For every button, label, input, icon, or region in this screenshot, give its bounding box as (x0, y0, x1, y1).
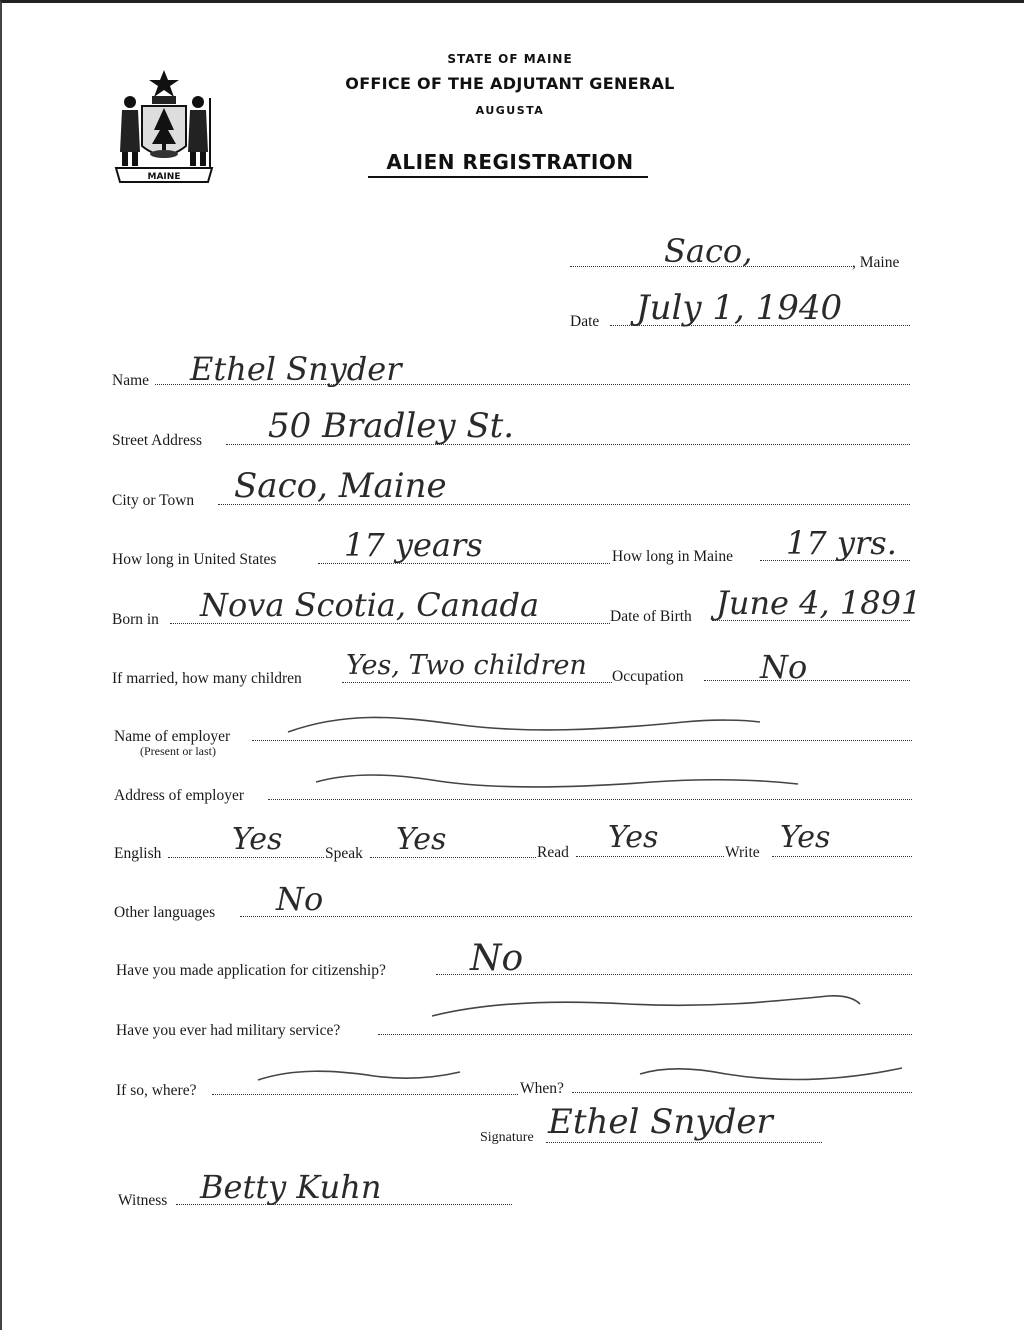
citizenship-label: Have you made application for citizenship? (116, 962, 386, 979)
date-of-birth-label: Date of Birth (610, 608, 692, 625)
seal-banner-text: MAINE (147, 172, 181, 182)
write-line (772, 856, 912, 857)
speak-value[interactable]: Yes (396, 822, 447, 857)
street-address-label: Street Address (112, 432, 202, 449)
how-long-us-label: How long in United States (112, 551, 277, 568)
speak-line (370, 857, 536, 858)
form-title: ALIEN REGISTRATION (386, 150, 634, 174)
occupation-value[interactable]: No (760, 648, 808, 686)
city-or-town-label: City or Town (112, 492, 195, 509)
read-value[interactable]: Yes (608, 820, 659, 855)
date-label: Date (570, 313, 600, 330)
employer-name-dash-mark (284, 710, 764, 740)
signature-line (546, 1142, 822, 1143)
where-line (212, 1094, 518, 1095)
write-value[interactable]: Yes (780, 820, 831, 855)
born-in-label: Born in (112, 611, 159, 628)
english-line (168, 857, 324, 858)
english-value[interactable]: Yes (232, 822, 283, 857)
witness-label: Witness (118, 1192, 168, 1209)
other-languages-value[interactable]: No (276, 880, 324, 918)
header-city: AUGUSTA (475, 104, 545, 117)
signature-value[interactable]: Ethel Snyder (548, 1102, 773, 1142)
witness-value[interactable]: Betty Kuhn (200, 1168, 382, 1206)
employer-name-line (252, 740, 912, 741)
when-line (572, 1092, 912, 1093)
street-address-value[interactable]: 50 Bradley St. (268, 406, 515, 446)
speak-label: Speak (325, 845, 363, 862)
date-of-birth-value[interactable]: June 4, 1891 (716, 584, 922, 622)
state-of-maine-seal-icon (112, 68, 216, 186)
employer-address-label: Address of employer (114, 787, 244, 804)
how-long-us-value[interactable]: 17 years (344, 526, 483, 564)
title-underline (368, 176, 648, 178)
how-long-maine-label: How long in Maine (612, 548, 733, 565)
header-office: OFFICE OF THE ADJUTANT GENERAL (345, 74, 675, 93)
employer-address-dash-mark (312, 768, 802, 798)
read-label: Read (537, 844, 569, 861)
occupation-label: Occupation (612, 668, 684, 685)
military-label: Have you ever had military service? (116, 1022, 341, 1039)
other-languages-label: Other languages (114, 904, 216, 921)
how-long-maine-value[interactable]: 17 yrs. (786, 524, 897, 562)
name-value[interactable]: Ethel Snyder (190, 350, 402, 388)
children-line (342, 682, 612, 683)
write-label: Write (725, 844, 760, 861)
read-line (576, 856, 724, 857)
name-label: Name (112, 372, 150, 389)
when-label: When? (520, 1080, 564, 1097)
employer-name-label: Name of employer (114, 728, 231, 745)
children-value[interactable]: Yes, Two children (346, 650, 587, 681)
english-label: English (114, 845, 162, 862)
where-label: If so, where? (116, 1082, 197, 1099)
signature-label: Signature (480, 1130, 534, 1145)
military-dash-mark (428, 992, 868, 1026)
place-value[interactable]: Saco, (664, 232, 753, 270)
where-dash-mark (254, 1064, 464, 1088)
header-state: STATE OF MAINE (447, 52, 573, 66)
employer-name-sublabel: (Present or last) (140, 744, 216, 758)
when-dash-mark (636, 1060, 906, 1092)
place-suffix: , Maine (852, 254, 900, 271)
employer-address-line (268, 799, 912, 800)
citizenship-value[interactable]: No (470, 938, 524, 979)
city-or-town-value[interactable]: Saco, Maine (234, 466, 447, 506)
military-line (378, 1034, 912, 1035)
other-languages-line (240, 916, 912, 917)
date-value[interactable]: July 1, 1940 (636, 288, 843, 328)
born-in-value[interactable]: Nova Scotia, Canada (200, 586, 540, 624)
children-label: If married, how many children (112, 670, 302, 687)
